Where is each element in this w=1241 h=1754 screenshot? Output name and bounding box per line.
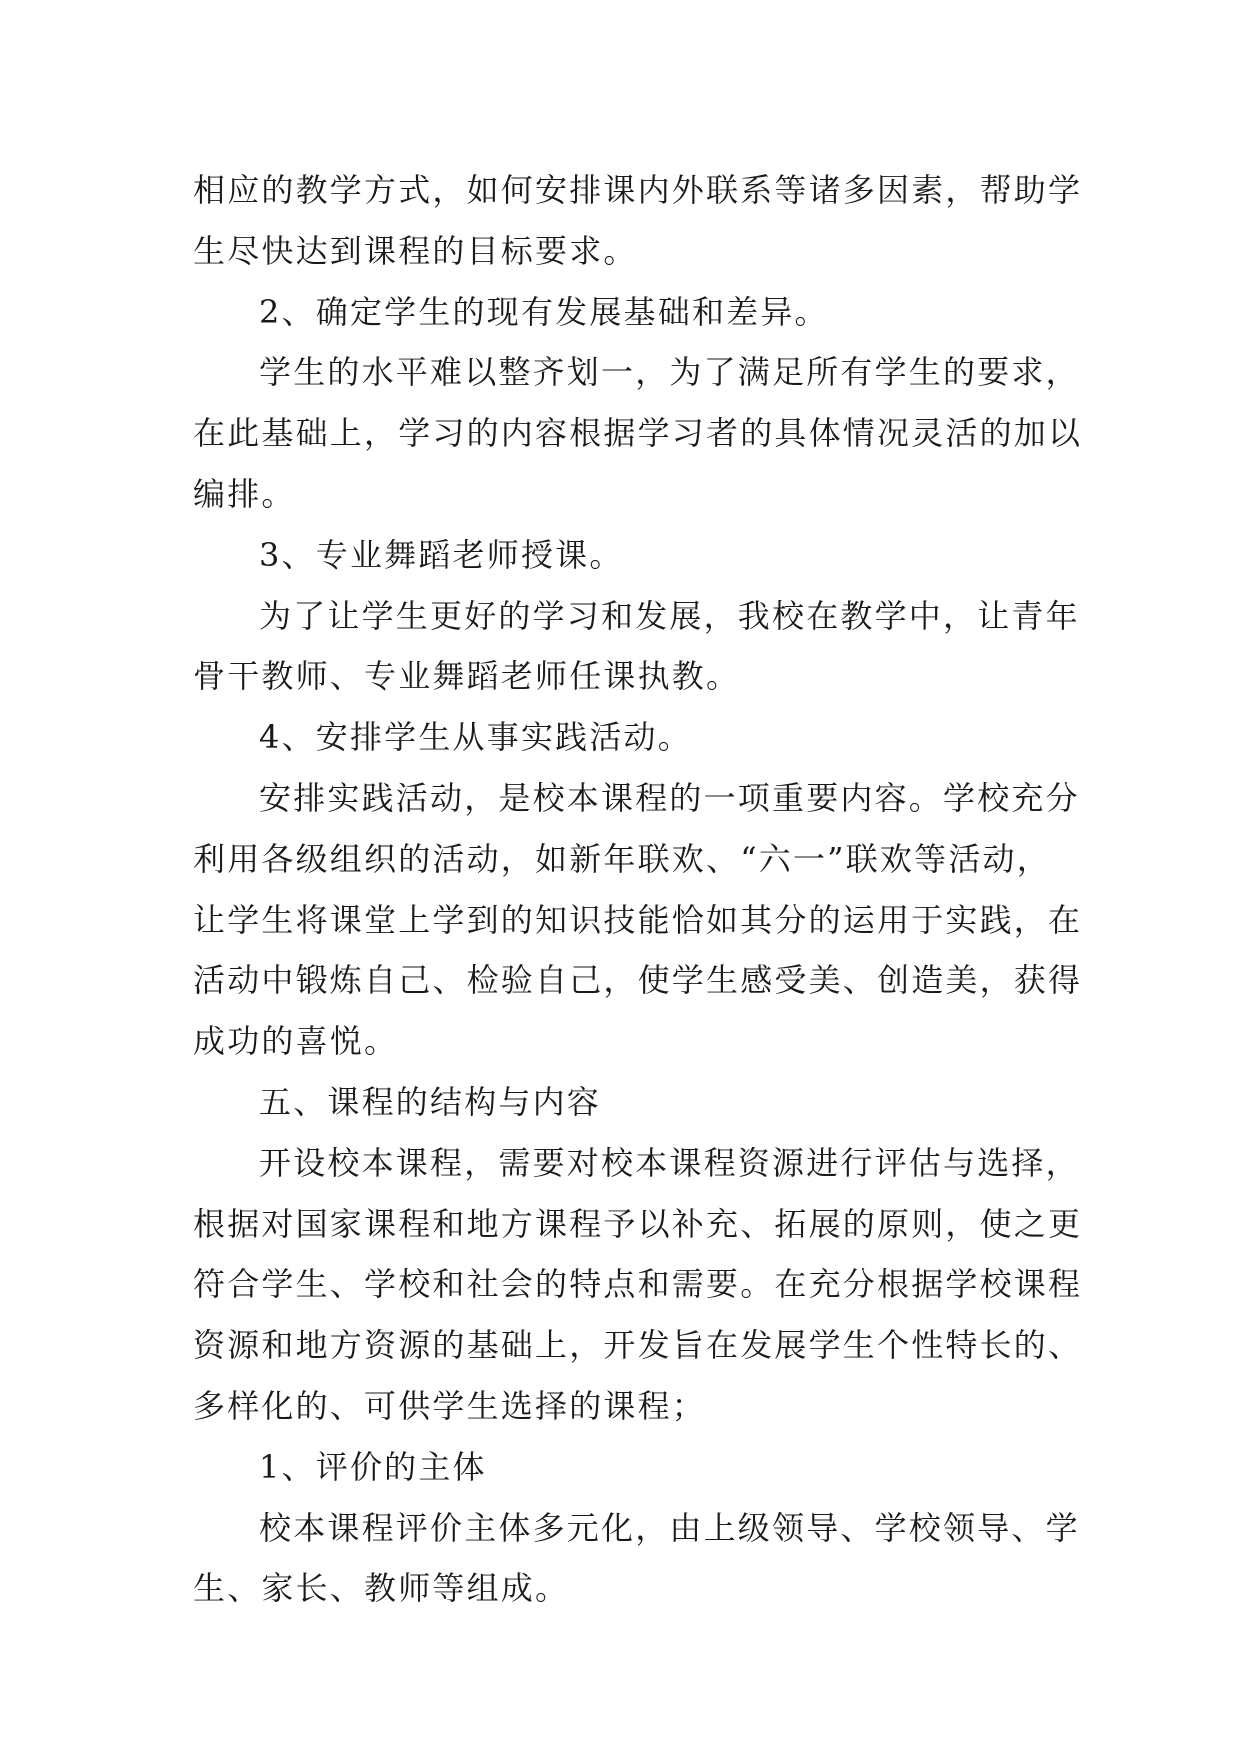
text-line-4: 学生的水平难以整齐划一，为了满足所有学生的要求， [259, 353, 1080, 392]
text-line-17: 开设校本课程，需要对校本课程资源进行评估与选择， [259, 1143, 1080, 1182]
text-line-9: 骨干教师、专业舞蹈老师任课执教。 [193, 657, 741, 696]
text-line-2: 生尽快达到课程的目标要求。 [193, 231, 638, 270]
text-line-15: 成功的喜悦。 [193, 1022, 399, 1061]
text-line-18: 根据对国家课程和地方课程予以补充、拓展的原则，使之更 [193, 1204, 1083, 1243]
text-line-21: 多样化的、可供学生选择的课程； [193, 1386, 707, 1425]
section-heading-eval: 1、评价的主体 [259, 1447, 487, 1486]
text-line-13: 让学生将课堂上学到的知识技能恰如其分的运用于实践，在 [193, 900, 1083, 939]
section-heading-2: 2、确定学生的现有发展基础和差异。 [259, 292, 829, 331]
text-line-12: 利用各级组织的活动，如新年联欢、“六一”联欢等活动， [193, 839, 1051, 878]
text-line-6: 编排。 [193, 474, 296, 513]
text-line-24: 生、家长、教师等组成。 [193, 1569, 570, 1608]
text-line-23: 校本课程评价主体多元化，由上级领导、学校领导、学 [259, 1508, 1080, 1547]
text-line-14: 活动中锻炼自己、检验自己，使学生感受美、创造美，获得 [193, 961, 1083, 1000]
text-line-5: 在此基础上，学习的内容根据学习者的具体情况灵活的加以 [193, 414, 1083, 453]
section-heading-3: 3、专业舞蹈老师授课。 [259, 535, 624, 574]
section-heading-4: 4、安排学生从事实践活动。 [259, 718, 692, 757]
text-line-11: 安排实践活动，是校本课程的一项重要内容。学校充分 [259, 778, 1080, 817]
text-line-19: 符合学生、学校和社会的特点和需要。在充分根据学校课程 [193, 1265, 1083, 1304]
text-line-20: 资源和地方资源的基础上，开发旨在发展学生个性特长的、 [193, 1326, 1083, 1365]
text-line-1: 相应的教学方式，如何安排课内外联系等诸多因素，帮助学 [193, 171, 1083, 209]
text-line-8: 为了让学生更好的学习和发展，我校在教学中，让青年 [259, 596, 1080, 635]
section-heading-5: 五、课程的结构与内容 [259, 1082, 602, 1121]
body-text [193, 160, 1083, 1619]
